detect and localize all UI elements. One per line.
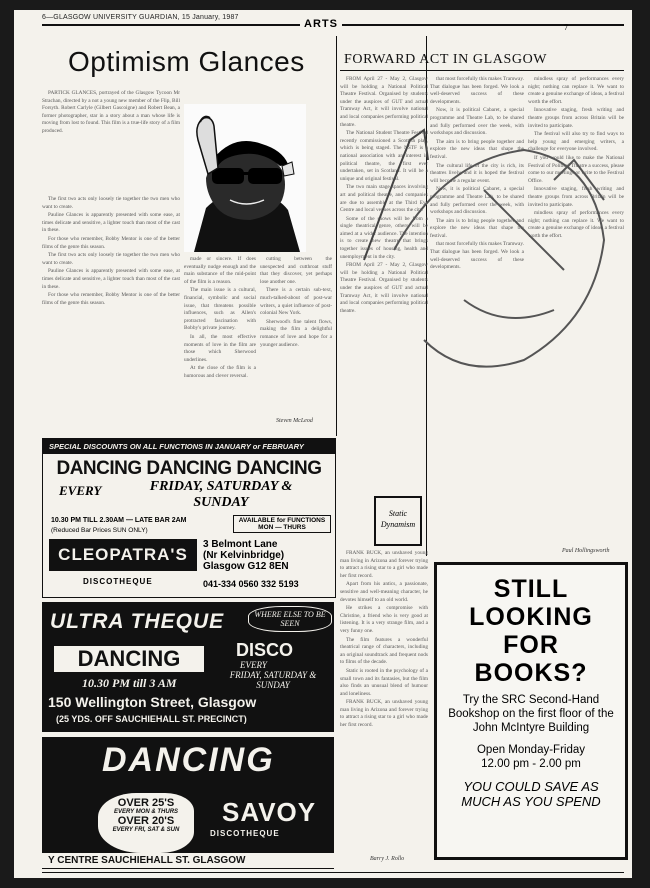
paragraph: Apart from his antics, a passionate, sensitive and well-meaning character, he devotes himself to an old world. bbox=[340, 581, 428, 603]
article-left-col3 bbox=[260, 256, 332, 416]
folio: 7 bbox=[564, 23, 568, 32]
paragraph: The aim is to bring people together and explore the new ideas that shape the festival. bbox=[430, 138, 524, 160]
paragraph: Pauline Glances is apparently presented with some ease, at times delicate and sensitive, a lighter touch than most of the cast in these. bbox=[42, 268, 180, 290]
ad-type: DISCOTHEQUE bbox=[83, 577, 153, 586]
paragraph: made or sincere. If does eventually nudge enough and the main substance of the mid-point of the film is a reason. bbox=[184, 256, 256, 285]
over20-days: EVERY FRI, SAT & SUN bbox=[112, 827, 180, 833]
ad-phones: 041-334 0560 332 5193 bbox=[203, 579, 299, 589]
paragraph: The first two acts only loosely tie together the two men who want to create. bbox=[42, 252, 180, 266]
ad-line-books: BOOKS? bbox=[474, 659, 588, 687]
ad-disco: DISCO bbox=[236, 640, 294, 660]
paragraph: The first two acts only loosely tie together the two men who want to create. bbox=[42, 196, 180, 210]
section-label: ARTS bbox=[300, 18, 342, 30]
age-badge bbox=[98, 793, 194, 853]
ad-savoy bbox=[42, 737, 334, 869]
over25-label: OVER 25'S bbox=[117, 797, 175, 809]
ad-body: Try the SRC Second-Hand Bookshop on the first floor of the John McIntyre Building bbox=[448, 694, 614, 734]
ad-dancing-headline: DANCING DANCING DANCING bbox=[56, 458, 322, 479]
over20-label: OVER 20'S bbox=[117, 815, 175, 827]
paragraph: Some of the shows will be from a single theatrical genre, others will be aimed at a wider audience. The intention is to create new theatre that brings together issues of housing, health and unemployment in the city. bbox=[340, 215, 428, 260]
ad-cleopatras bbox=[42, 438, 336, 598]
paragraph: mindless spray of performances every night; nothing can replace it. We want to create a genuine exchange of ideas, a festival worth the effort. bbox=[528, 76, 624, 105]
sunglasses-portrait bbox=[184, 104, 306, 252]
paragraph: At the close of the film is a humorous and clever reversal. bbox=[184, 365, 256, 379]
handwritten-scribble bbox=[354, 100, 624, 400]
ad-every: EVERY bbox=[59, 483, 102, 498]
paragraph: In all, the most effective moments of love in the film are those which Sherwood underlines. bbox=[184, 333, 256, 363]
footer-rule bbox=[42, 872, 624, 873]
ad-line-for: FOR bbox=[503, 631, 559, 659]
paragraph: FRANK BUCK, an unshaved young man living in Arizona and forever trying to attract a rising star to a girl who made her first record. bbox=[340, 699, 428, 729]
headline-optimism: Optimism Glances bbox=[68, 46, 305, 77]
over25-days: EVERY MON & THURS bbox=[113, 809, 179, 815]
ultratheque-logo: ULTRA THEQUE bbox=[50, 610, 225, 633]
paragraph: The main issue is a cultural, financial, symbolic and social issue, that threatens possible influences, such as Allen's protracted fascination with Bobby's private journey. bbox=[184, 287, 256, 332]
paragraph: The film features a wonderful theatrical range of characters, including an original soundtrack and frequent nods to films of the decade. bbox=[340, 636, 428, 666]
ad-every: EVERY bbox=[240, 660, 267, 670]
paragraph: FRANK BUCK, an unshaved young man living in Arizona and forever trying to attract a rising star to a girl who made her first record. bbox=[340, 550, 428, 579]
review-static-text bbox=[340, 550, 428, 850]
paragraph: Now, it is political Cabaret, a special programme and Theatre Lab, to be shared and fully performed over the week, with workshops and discussion. bbox=[430, 107, 524, 137]
static-review-label bbox=[374, 496, 422, 546]
ad-dancing-headline: DANCING bbox=[102, 741, 275, 779]
paragraph: The National Student Theatre Festival recently commissioned a Scottish play, which is being staged. The NSTF is a national association with an interest in political theatre, the first ever undertaken, set in Scotland. It will be a unique and original festival. bbox=[340, 130, 428, 182]
static-label-line1: Static bbox=[388, 509, 408, 518]
address-line: 3 Belmont Lane bbox=[203, 539, 278, 550]
address-line: (Nr Kelvinbridge) bbox=[203, 550, 285, 561]
ad-line-still: STILL bbox=[493, 575, 569, 603]
byline-right: Paul Hollingsworth bbox=[562, 548, 610, 554]
newspaper-page bbox=[14, 10, 632, 878]
paragraph: There is a certain sub-text, much-talked-about of post-war writers, a quiet influence of post-colonial New York. bbox=[260, 287, 332, 317]
paragraph: Innovative staging, fresh writing and theatre groups from across Britain will be invited to participate. bbox=[528, 107, 624, 129]
ad-tagline: WHERE ELSE TO BE SEEN bbox=[248, 606, 332, 632]
paragraph: Static is rooted in the psychology of a small town and its fantasies, but the film also finds an unusual blend of humour and loneliness. bbox=[340, 667, 428, 697]
paragraph: mindless spray of performances every night; nothing can replace it. We want to create a genuine exchange of ideas, a festival worth the effort. bbox=[528, 210, 624, 239]
paragraph: Innovative staging, fresh writing and theatre groups from across Britain will be invited to participate. bbox=[528, 186, 624, 208]
paragraph: The aim is to bring people together and explore the new ideas that shape the festival. bbox=[430, 217, 524, 239]
ad-bookshop bbox=[434, 562, 628, 860]
ad-ultratheque bbox=[42, 602, 334, 732]
ad-address bbox=[203, 539, 289, 572]
ad-dancing: DANCING bbox=[54, 646, 204, 672]
paragraph: The two main stage spaces involving art and political theatre, and companies are due to assemble at the Third Eye Centre and local venues across the city. bbox=[340, 184, 428, 214]
paragraph: cutting between the unexpected and cutthroat stuff that they discover, yet perhaps lose another one. bbox=[260, 256, 332, 285]
ad-direction: (25 YDS. OFF SAUCHIEHALL ST. PRECINCT) bbox=[56, 714, 247, 724]
ad-hours: 12.00 pm - 2.00 pm bbox=[481, 758, 581, 770]
paragraph: FROM April 27 - May 2, Glasgow will be holding a National Political Theatre Festival. Organised by students under the auspices of GUT and actual Tramway Act, it will involve national and local companies performing political theatre. bbox=[340, 76, 428, 128]
article-intro bbox=[42, 90, 180, 150]
paragraph: If you would like to make the National Festival of Political Theatre a success, please come to our meetings or write to the Festival Office. bbox=[528, 154, 624, 184]
paragraph: that most forcefully this makes Tramway. That dialogue has been forged. We look a well-deserved success of these developments. bbox=[430, 76, 524, 105]
ad-hours-label: Open Monday-Friday bbox=[476, 744, 586, 756]
paragraph: Pauline Glances is apparently presented with some ease, at times delicate and sensitive, a lighter touch than most of the cast in these. bbox=[42, 212, 180, 234]
ad-note: (Reduced Bar Prices SUN ONLY) bbox=[51, 527, 148, 534]
ad-slogan: YOU COULD SAVE AS MUCH AS YOU SPEND bbox=[461, 779, 601, 809]
ad-address: Y CENTRE SAUCHIEHALL ST. GLASGOW bbox=[42, 853, 334, 868]
paragraph: The festival will also try to find ways to help young and emerging writers, a challenge for everyone involved. bbox=[528, 131, 624, 153]
savoy-logo: SAVOY bbox=[222, 797, 317, 827]
article-left-col1 bbox=[42, 196, 180, 420]
paragraph: For those who remember, Bobby Mentor is one of the better films of the genre this season. bbox=[42, 235, 180, 250]
ad-hours: 10.30 PM till 3 AM bbox=[82, 676, 177, 690]
paragraph: He strikes a compromise with Christine, a friend who is very good at listening. It is a very strange film, and a very funny one. bbox=[340, 605, 428, 634]
paragraph: Sherwood's fine talent flows, making the film a delightful romance of love and hope for a younger audience. bbox=[260, 318, 332, 348]
intro-paragraph: PARTICK GLANCES, portrayed of the Glasgow Tycoon Mr Strachan, directed by a not a young new member of the Flip, Bill Forsyth. Robert Carlyle (Gilbert Gascoigne) and Robert Bean, a former photographer, star in a story about a man whose life is moving from lost to found. This film is a true-life story of a film produced. bbox=[42, 90, 180, 134]
ad-type: DISCOTHEQUE bbox=[210, 829, 280, 838]
ad-banner: SPECIAL DISCOUNTS ON ALL FUNCTIONS IN JANUARY or FEBRUARY bbox=[43, 439, 335, 454]
ad-line-looking: LOOKING bbox=[469, 603, 593, 631]
ad-hours: 10.30 PM TILL 2.30AM — LATE BAR 2AM bbox=[51, 517, 187, 524]
address-line: Glasgow G12 8EN bbox=[203, 561, 289, 572]
column-rule bbox=[336, 36, 337, 436]
headline-forward-act: FORWARD ACT IN GLASGOW bbox=[344, 52, 548, 67]
paragraph: FROM April 27 - May 2, Glasgow will be holding a National Political Theatre Festival. Organised by students under the auspices of GUT and actual Tramway Act, it will involve national and local companies performing political theatre. bbox=[340, 262, 428, 314]
paragraph: The cultural life of the city is rich, its theatres lively, and it is hoped the festival will become a regular event. bbox=[430, 162, 524, 184]
paragraph: that most forcefully this makes Tramway. That dialogue has been forged. We look a well-deserved success of these developments. bbox=[430, 241, 524, 271]
headline-underline bbox=[340, 70, 624, 71]
ad-address: 150 Wellington Street, Glasgow bbox=[48, 694, 257, 710]
portrait-photo bbox=[184, 104, 306, 252]
static-label-line2: Dynamism bbox=[380, 520, 416, 529]
byline-left: Steven McLeod bbox=[276, 418, 313, 424]
byline-review: Barry J. Rollo bbox=[370, 856, 405, 862]
cleopatras-logo: CLEOPATRA'S bbox=[49, 539, 197, 571]
ad-available: AVAILABLE for FUNCTIONS MON — THURS bbox=[233, 515, 331, 533]
paragraph: Now, it is political Cabaret, a special programme and Theatre Lab, to be shared and fully performed over the week, with workshops and discussion. bbox=[430, 186, 524, 216]
article-left-col2 bbox=[184, 256, 256, 426]
ad-days: FRIDAY, SATURDAY & SUNDAY bbox=[149, 479, 293, 510]
ad-days: FRIDAY, SATURDAY & SUNDAY bbox=[229, 670, 317, 690]
paragraph: For those who remember, Bobby Mentor is one of the better films of the genre this season. bbox=[42, 292, 180, 306]
running-head: 6—GLASGOW UNIVERSITY GUARDIAN, 15 January, 1987 bbox=[42, 14, 239, 21]
